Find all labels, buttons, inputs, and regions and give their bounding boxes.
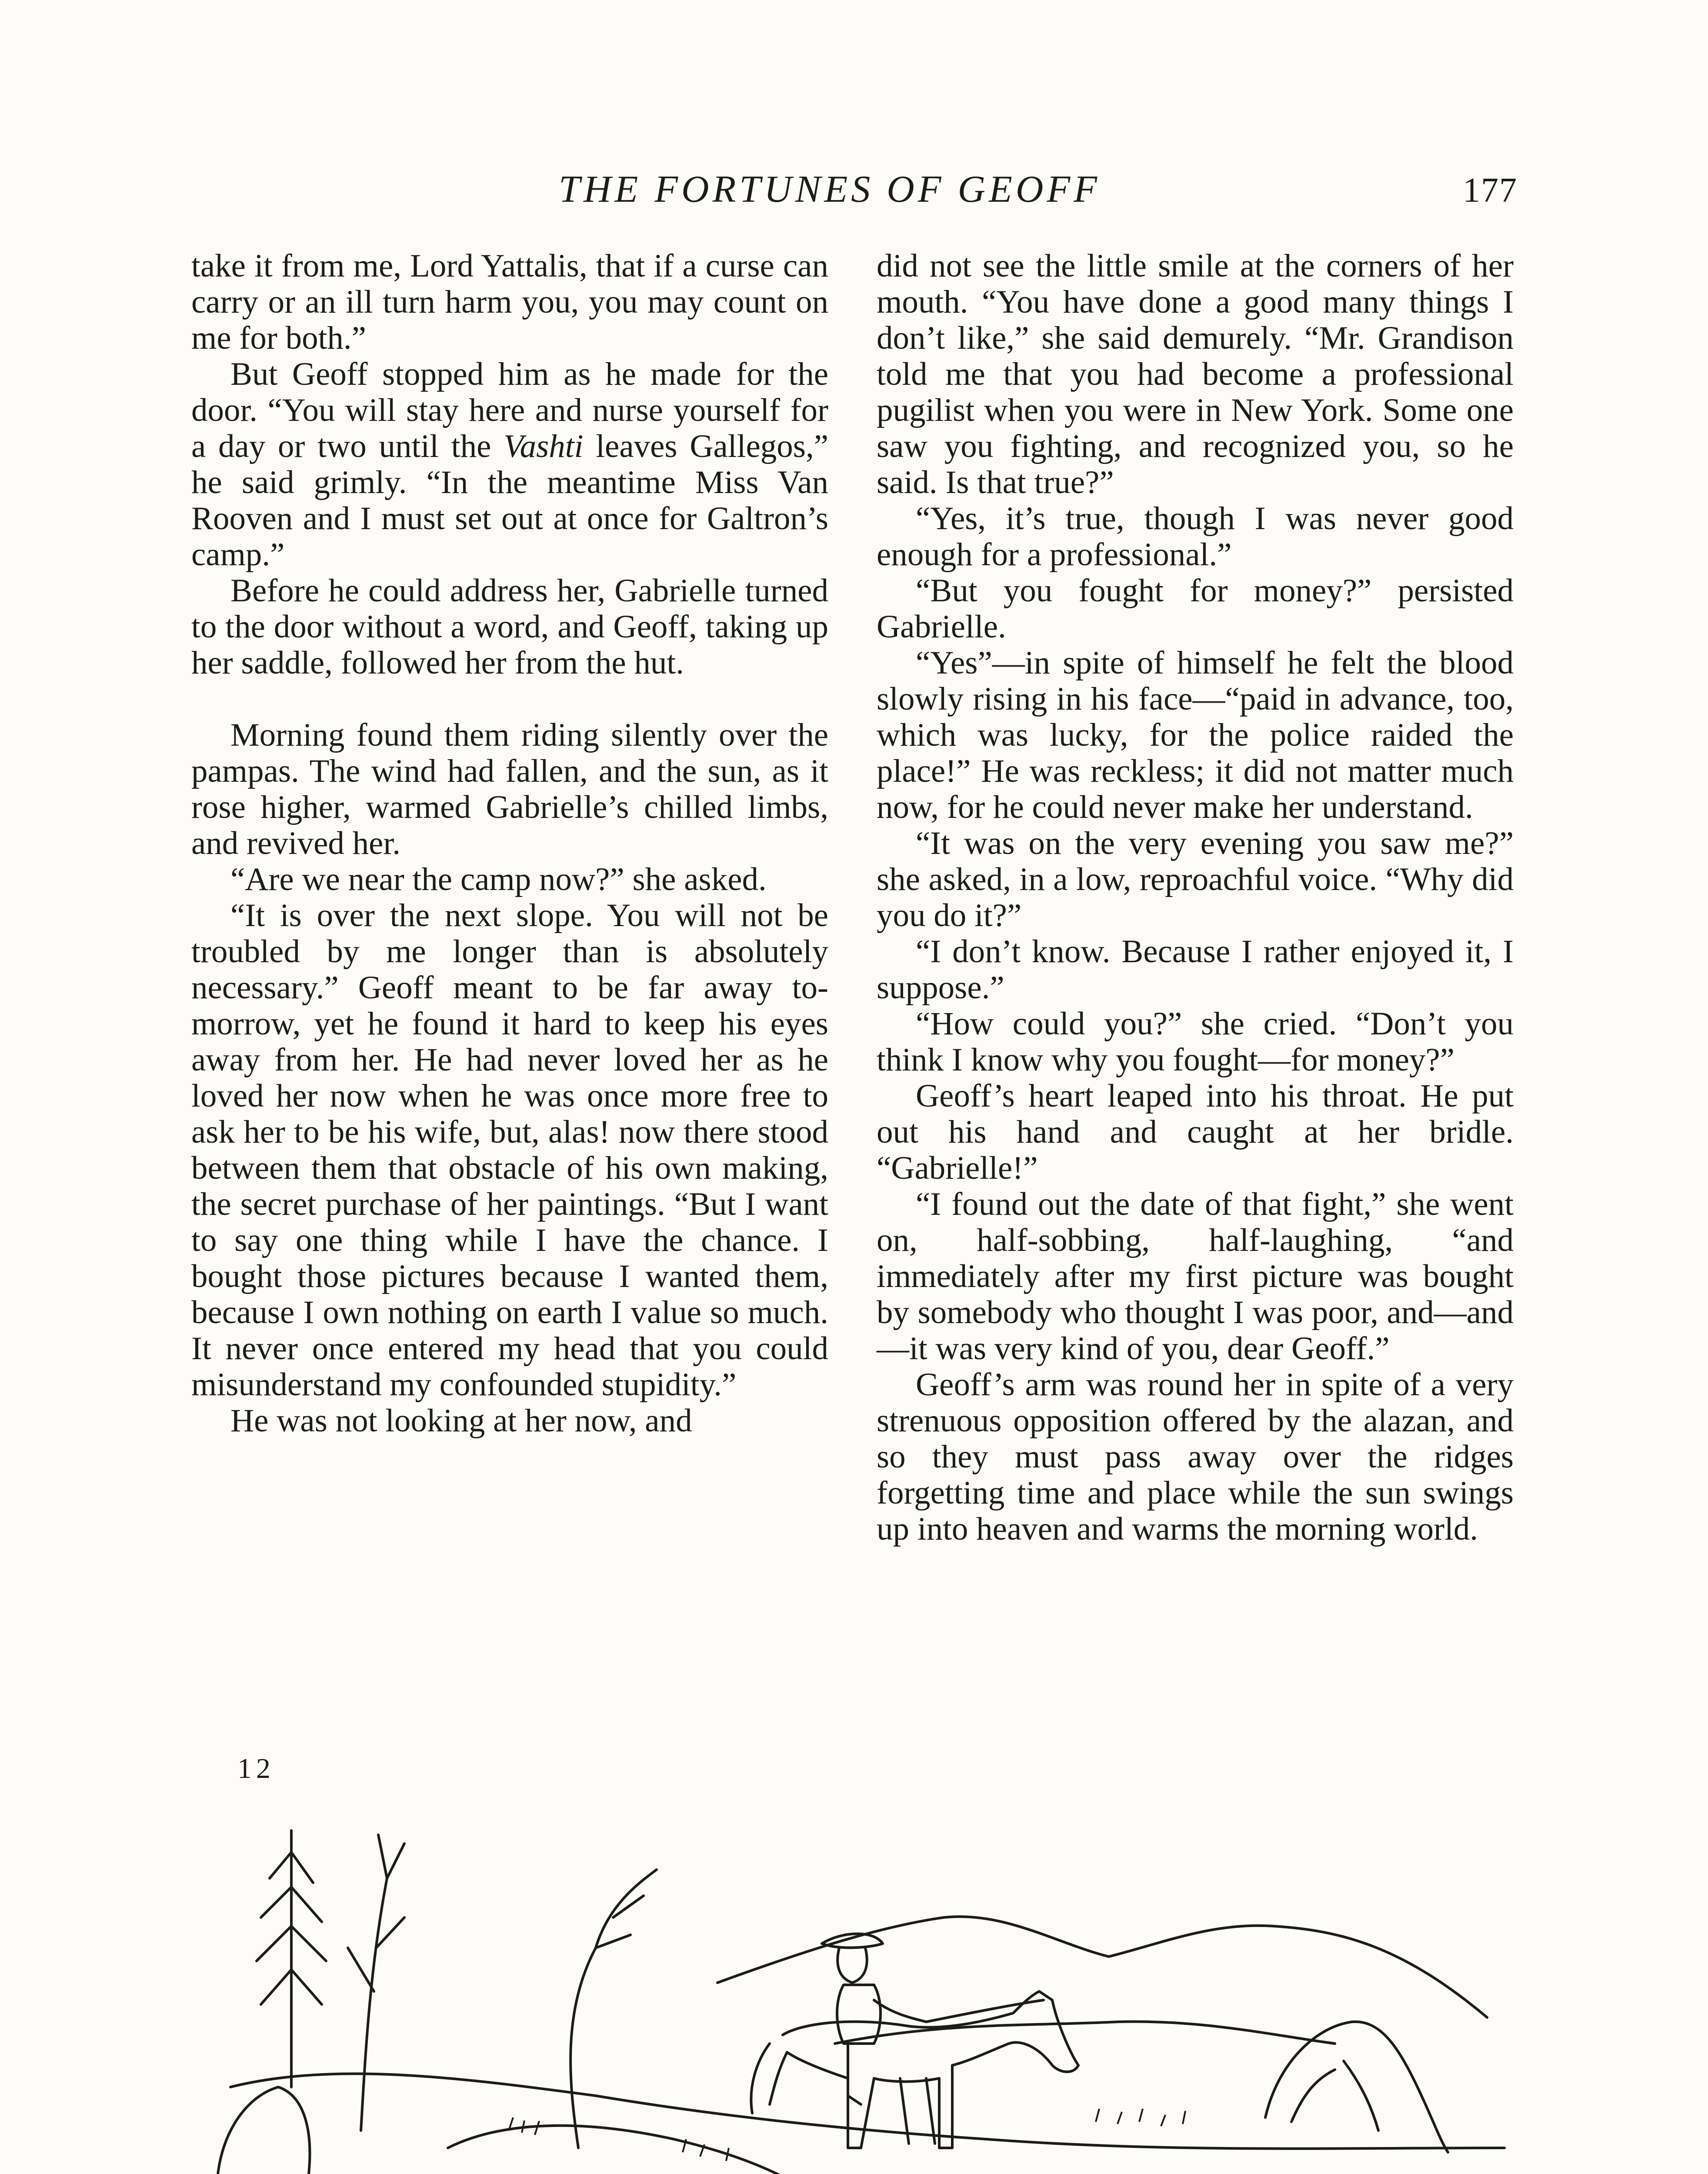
paragraph: “Yes, it’s true, though I was never good enough for a professional.” (877, 500, 1514, 573)
signature-mark: 12 (237, 1753, 275, 1784)
rider-landscape-illustration (204, 1817, 1518, 2174)
paragraph: Morning found them riding silently over the pampas. The wind had fallen, and the sun, as it rose higher, warmed Gabrielle’s chilled limbs, and revived her. (191, 717, 828, 861)
paragraph: “I found out the date of that fight,” she went on, half-sobbing, half-laughing, “and immediately after my first picture was bought by somebody who thought I was poor, and—and—it was very kind of you, dear Geoff.” (877, 1186, 1514, 1367)
paragraph: take it from me, Lord Yattalis, that if a curse can carry or an ill turn harm you, you may count on me for both.” (191, 248, 828, 356)
page-number: 177 (1463, 171, 1518, 210)
paragraph: Geoff’s arm was round her in spite of a very strenuous opposition offered by the alazan, and so they must pass away over the ridges forgetting time and place while the sun swings up into heaven and warms the morning world. (877, 1367, 1514, 1547)
pine-tree (257, 1831, 326, 2087)
left-rock (217, 2087, 310, 2174)
right-column (877, 248, 1514, 1547)
bare-tree (348, 1835, 404, 2131)
paragraph: Before he could address her, Gabrielle turned to the door without a word, and Geoff, taking up her saddle, followed her from the hut. (191, 573, 828, 681)
paragraph: “I don’t know. Because I rather enjoyed it, I suppose.” (877, 934, 1514, 1006)
ship-name: Vashti (504, 428, 584, 464)
reins (926, 2000, 1044, 2022)
distant-hills (717, 1917, 1487, 2017)
paragraph: He was not looking at her now, and (230, 1403, 692, 1439)
paragraph: Geoff’s heart leaped into his throat. He put out his hand and caught at her bridle. “Gabrielle!” (877, 1078, 1514, 1186)
paragraph: “It is over the next slope. You will not be troubled by me longer than is absolutely necessary.” Geoff meant to be far away to-morrow, yet he found it hard to keep his eyes away from her. He had never loved her as he loved her now when he was once more free to ask her to be his wife, but, alas! now there stood between them that obstacle of his own making, the secret purchase of her paintings. “But I want to say one thing while I have the chance. I bought those pictures because I wanted them, because I own nothing on earth I value so much. It never once entered my head that you could misunderstand my confounded stupidity.” (191, 897, 828, 1403)
valley-line (835, 2022, 1335, 2044)
paragraph: did not see the little smile at the corners of her mouth. “You have done a good many things I don’t like,” she said demurely. “Mr. Grandison told me that you had become a professional pugilist when you were in New York. Some one saw you fighting, and recognized you, so he said. Is that true?” (877, 248, 1514, 500)
paragraph: “Yes”—in spite of himself he felt the blood slowly rising in his face—“paid in advance, too, which was lucky, for the police raided the place!” He was reckless; it did not matter much now, for he could never make her understand. (877, 645, 1514, 825)
dead-tree (570, 1870, 657, 2148)
paragraph: But Geoff stopped him as he made for the door. “You will stay here and nurse yourself for a day or two until the Vashti leaves Gallegos,” he said grimly. “In the meantime Miss Van Rooven and I must set out at once for Galtron’s camp.” (191, 356, 828, 573)
running-title: THE FORTUNES OF GEOFF (559, 168, 1101, 210)
page-header (191, 167, 1518, 224)
paragraph: “It was on the very evening you saw me?” she asked, in a low, reproachful voice. “Why did you do it?” (877, 825, 1514, 934)
paragraph: “But you fought for money?” persisted Gabrielle. (877, 573, 1514, 645)
paragraph: “Are we near the camp now?” she asked. (230, 861, 767, 897)
rock-slope (448, 2126, 822, 2174)
left-column (191, 248, 828, 1439)
paragraph: “How could you?” she cried. “Don’t you think I know why you fought—for money?” (877, 1006, 1514, 1078)
rock-outcrop (1265, 2022, 1448, 2152)
